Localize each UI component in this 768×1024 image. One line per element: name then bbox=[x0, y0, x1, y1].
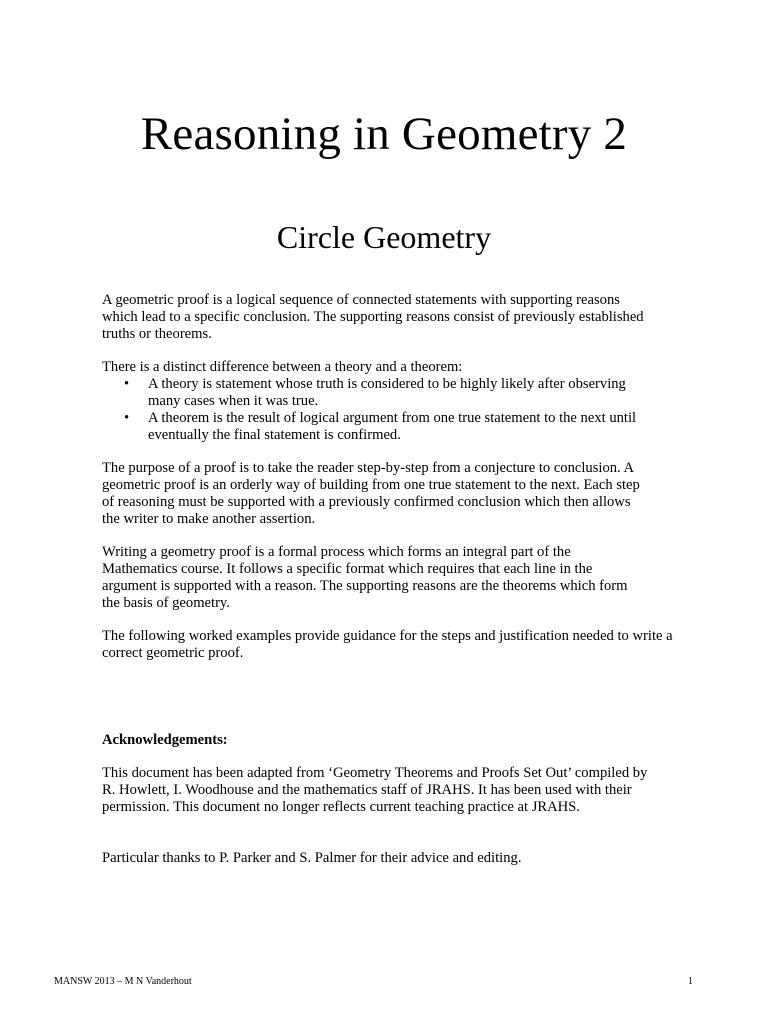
section-spacer bbox=[102, 678, 722, 732]
bullet-line: many cases when it was true. bbox=[148, 393, 319, 409]
writing-line: Mathematics course. It follows a specific format which requires that each line in the bbox=[102, 561, 593, 577]
bullet-icon: • bbox=[124, 410, 130, 426]
document-title: Reasoning in Geometry 2 bbox=[140, 108, 628, 160]
difference-intro: There is a distinct difference between a theory and a theorem: bbox=[102, 359, 463, 375]
bullet-item-theory bbox=[102, 376, 722, 410]
thanks-paragraph: Particular thanks to P. Parker and S. Palmer for their advice and editing. bbox=[102, 850, 522, 866]
acknowledgements-paragraph bbox=[102, 765, 722, 816]
purpose-line: of reasoning must be supported with a previously confirmed conclusion which then allows bbox=[102, 494, 631, 510]
intro-line: A geometric proof is a logical sequence of connected statements with supporting reasons bbox=[102, 292, 620, 308]
bullet-line: A theory is statement whose truth is considered to be highly likely after observing bbox=[148, 376, 626, 392]
footer-credit: MANSW 2013 – M N Vanderhout bbox=[54, 976, 192, 987]
examples-line: The following worked examples provide guidance for the steps and justification needed to write a bbox=[102, 628, 673, 644]
writing-line: argument is supported with a reason. The supporting reasons are the theorems which form bbox=[102, 578, 628, 594]
bullet-line: A theorem is the result of logical argument from one true statement to the next until bbox=[148, 410, 637, 426]
purpose-line: the writer to make another assertion. bbox=[102, 511, 316, 527]
bullet-icon: • bbox=[124, 376, 130, 392]
bullet-list bbox=[102, 376, 722, 444]
bullet-item-theorem bbox=[102, 410, 722, 444]
intro-line: which lead to a specific conclusion. The supporting reasons consist of previously established bbox=[102, 309, 644, 325]
intro-line: truths or theorems. bbox=[102, 326, 212, 342]
difference-section bbox=[102, 359, 722, 444]
purpose-paragraph bbox=[102, 460, 722, 528]
writing-line: the basis of geometry. bbox=[102, 595, 230, 611]
acknowledgements-line: R. Howlett, I. Woodhouse and the mathematics staff of JRAHS. It has been used with their bbox=[102, 782, 632, 798]
writing-line: Writing a geometry proof is a formal process which forms an integral part of the bbox=[102, 544, 571, 560]
writing-paragraph bbox=[102, 544, 722, 612]
purpose-line: The purpose of a proof is to take the reader step-by-step from a conjecture to conclusion. A bbox=[102, 460, 635, 476]
document-body bbox=[102, 292, 722, 883]
intro-paragraph bbox=[102, 292, 722, 343]
purpose-line: geometric proof is an orderly way of building from one true statement to the next. Each step bbox=[102, 477, 640, 493]
bullet-line: eventually the final statement is confirmed. bbox=[148, 427, 401, 443]
examples-line: correct geometric proof. bbox=[102, 645, 244, 661]
page-number: 1 bbox=[688, 976, 693, 987]
examples-paragraph bbox=[102, 628, 722, 662]
document-subtitle: Circle Geometry bbox=[276, 219, 492, 255]
acknowledgements-line: permission. This document no longer reflects current teaching practice at JRAHS. bbox=[102, 799, 580, 815]
acknowledgements-heading: Acknowledgements: bbox=[102, 732, 228, 748]
acknowledgements-line: This document has been adapted from ‘Geometry Theorems and Proofs Set Out’ compiled by bbox=[102, 765, 648, 781]
